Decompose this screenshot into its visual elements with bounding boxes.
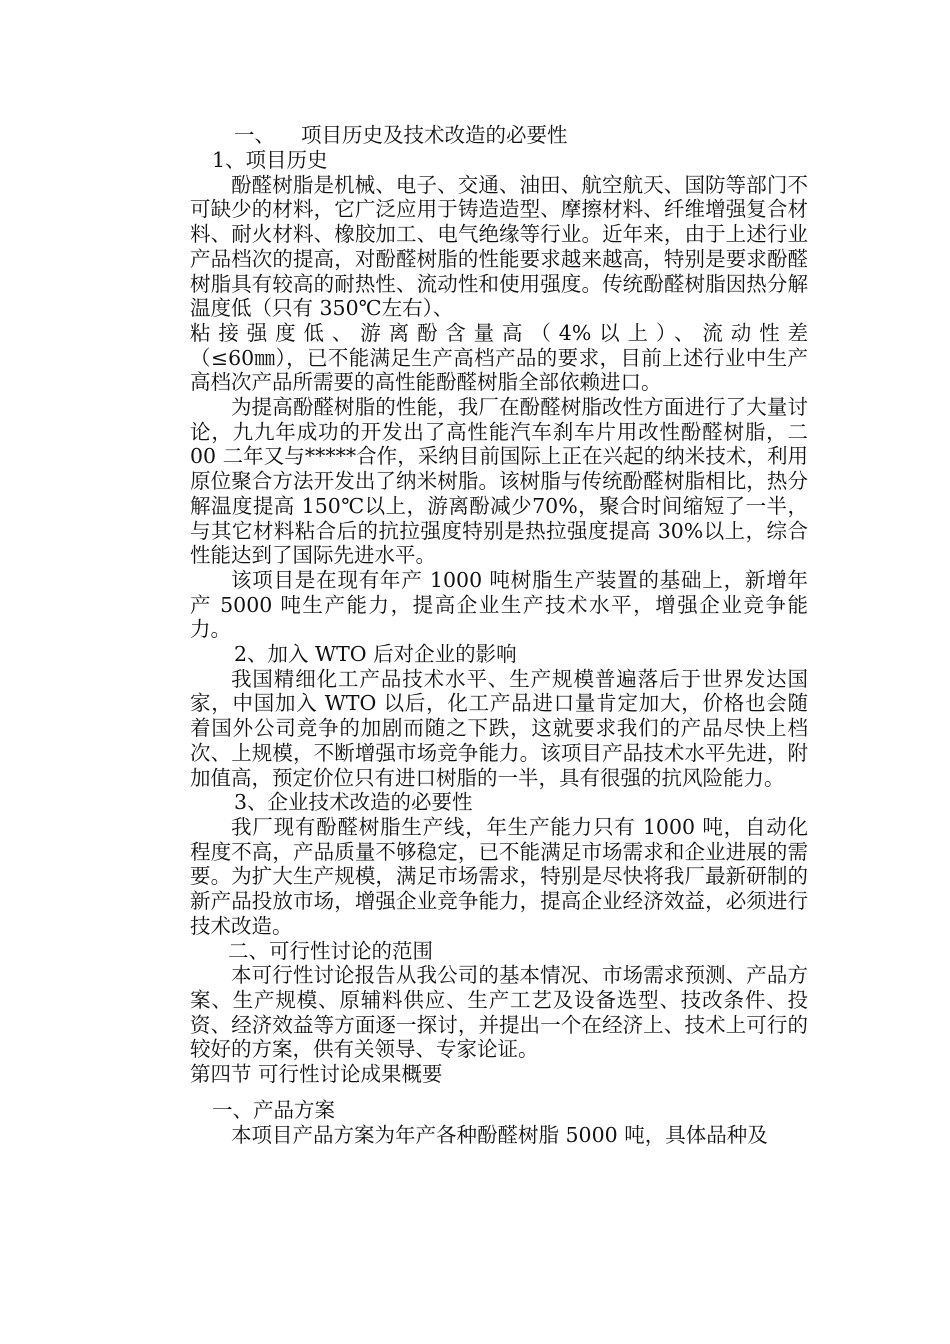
section-1-title: 项目历史及技术改造的必要性: [301, 123, 568, 147]
history-paragraph-2: 为提高酚醛树脂的性能，我厂在酚醛树脂改性方面进行了大量讨论，九九年成功的开发出了高性能汽车刹车片用改性酚醛树脂，二 00 二年又与*****合作，采纳目前国际上正在兴起的纳米技术，利用原位聚合方法开发出了纳米树脂。该树脂与传统酚醛树脂相比，热分解温度提高 150℃以上，游离酚减少70%，聚合时间缩短了一半，与其它材料粘合后的抗拉强度特别是热拉强度提高 30%以上，综合性能达到了国际先进水平。: [190, 395, 808, 568]
product-plan-heading: 一、产品方案: [212, 1098, 335, 1123]
section-1-heading: [190, 118, 808, 148]
wto-paragraph: 我国精细化工产品技术水平、生产规模普遍落后于世界发达国家，中国加入 WTO 以后，化工产品进口量肯定加大，价格也会随着国外公司竞争的加剧而随之下跌，这就要求我们的产品尽快上档次、上规模，不断增强市场竞争能力。该项目产品技术水平先进，附加值高，预定价位只有进口树脂的一半，具有很强的抗风险能力。: [190, 666, 808, 790]
subsection-3-heading: 3、企业技术改造的必要性: [234, 790, 473, 815]
section-1-number: 一、: [234, 123, 275, 147]
subsection-2-heading: 2、加入 WTO 后对企业的影响: [234, 642, 517, 667]
history-paragraph-3: 该项目是在现有年产 1000 吨树脂生产装置的基础上，新增年产 5000 吨生产能力，提高企业生产技术水平，增强企业竞争能力。: [190, 567, 808, 642]
section-2-heading: 二、可行性讨论的范围: [228, 938, 433, 963]
subsection-1-heading: 1、项目历史: [212, 148, 328, 172]
history-paragraph-1: 酚醛树脂是机械、电子、交通、油田、航空航天、国防等部门不可缺少的材料，它广泛应用于铸造造型、摩擦材料、纤维增强复合材料、耐火材料、橡胶加工、电气绝缘等行业。近年来，由于上述行业产品档次的提高，对酚醛树脂的性能要求越来越高，特别是要求酚醛树脂具有较高的耐热性、流动性和使用强度。传统酚醛树脂因热分解温度低（只有 350℃左右）、: [190, 172, 808, 321]
history-paragraph-1-end: （≤60㎜），已不能满足生产高档产品的要求，目前上述行业中生产高档次产品所需要的高性能酚醛树脂全部依赖进口。: [190, 345, 808, 395]
product-plan-paragraph: 本项目产品方案为年产各种酚醛树脂 5000 吨，具体品种及: [231, 1122, 768, 1147]
document-page: [190, 118, 808, 1147]
scope-paragraph: 本可行性讨论报告从我公司的基本情况、市场需求预测、产品方案、生产规模、原辅料供应、生产工艺及设备选型、技改条件、投资、经济效益等方面逐一探讨，并提出一个在经济上、技术上可行的较好的方案，供有关领导、专家论证。: [190, 963, 808, 1062]
history-paragraph-1-spread-line: 粘接强度低、游离酚含量高（4%以上）、流动性差: [190, 320, 808, 345]
renovation-paragraph: 我厂现有酚醛树脂生产线，年生产能力只有 1000 吨，自动化程度不高，产品质量不够稳定，已不能满足市场需求和企业进展的需要。为扩大生产规模，满足市场需求，特别是尽快将我厂最新研制的新产品投放市场，增强企业竞争能力，提高企业经济效益，必须进行技术改造。: [190, 814, 808, 938]
chapter-4-title: 第四节 可行性讨论成果概要: [190, 1062, 443, 1087]
